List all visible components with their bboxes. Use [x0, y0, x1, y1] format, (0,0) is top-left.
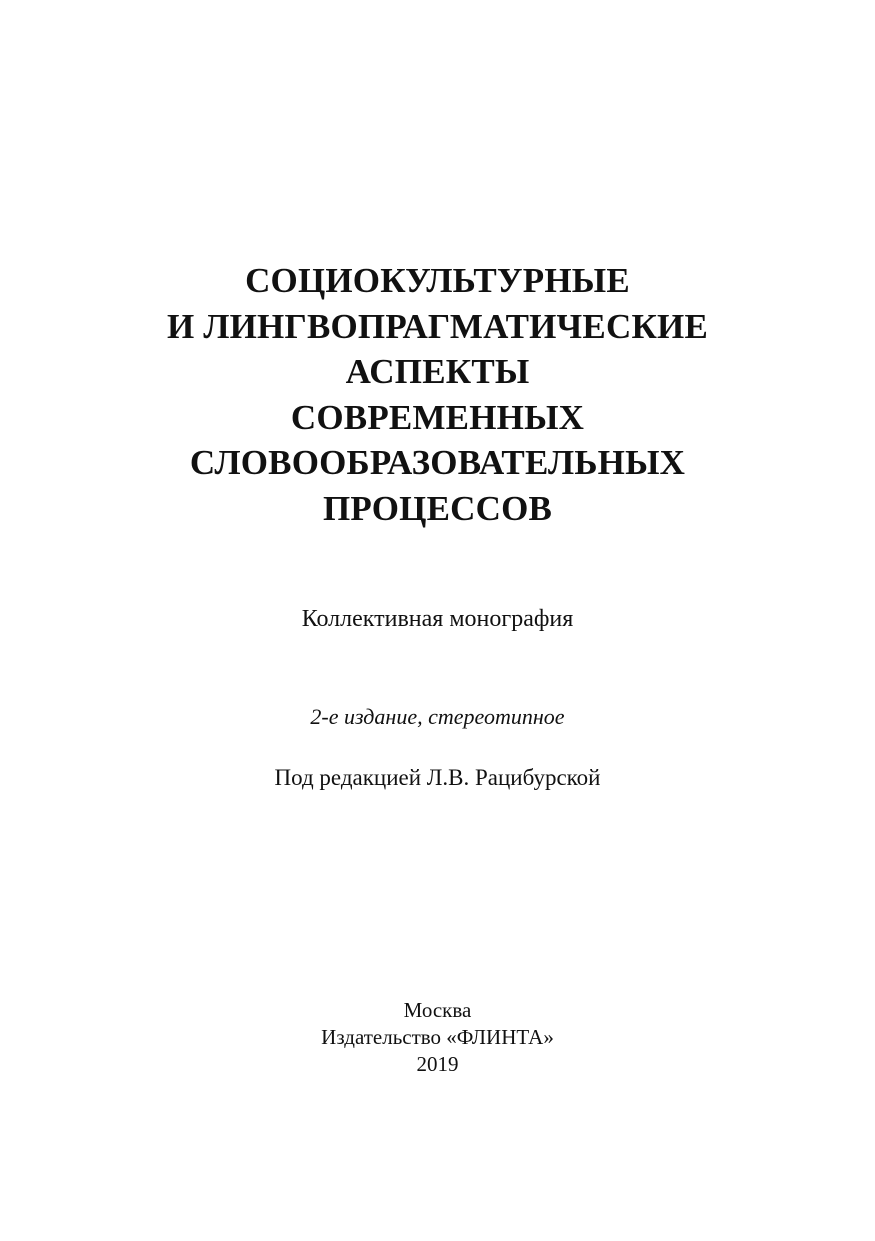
imprint	[0, 997, 875, 1078]
book-subtitle: Коллективная монография	[301, 606, 574, 632]
edition-note: 2-е издание, стереотипное	[310, 704, 565, 729]
imprint-publisher: Издательство «ФЛИНТА»	[321, 1025, 554, 1049]
title-line-6: ПРОЦЕССОВ	[322, 488, 553, 528]
imprint-year: 2019	[416, 1052, 459, 1076]
editor-credit: Под редакцией Л.В. Рацибурской	[274, 765, 601, 790]
title-line-2: И ЛИНГВОПРАГМАТИЧЕСКИЕ	[166, 306, 708, 346]
title-line-3: АСПЕКТЫ	[345, 352, 530, 391]
title-line-1: СОЦИОКУЛЬТУРНЫЕ	[245, 261, 630, 300]
book-title	[0, 258, 875, 531]
title-line-5: СЛОВООБРАЗОВАТЕЛЬНЫХ	[189, 443, 686, 482]
title-line-4: СОВРЕМЕННЫХ	[290, 397, 585, 437]
imprint-city: Москва	[403, 998, 472, 1022]
